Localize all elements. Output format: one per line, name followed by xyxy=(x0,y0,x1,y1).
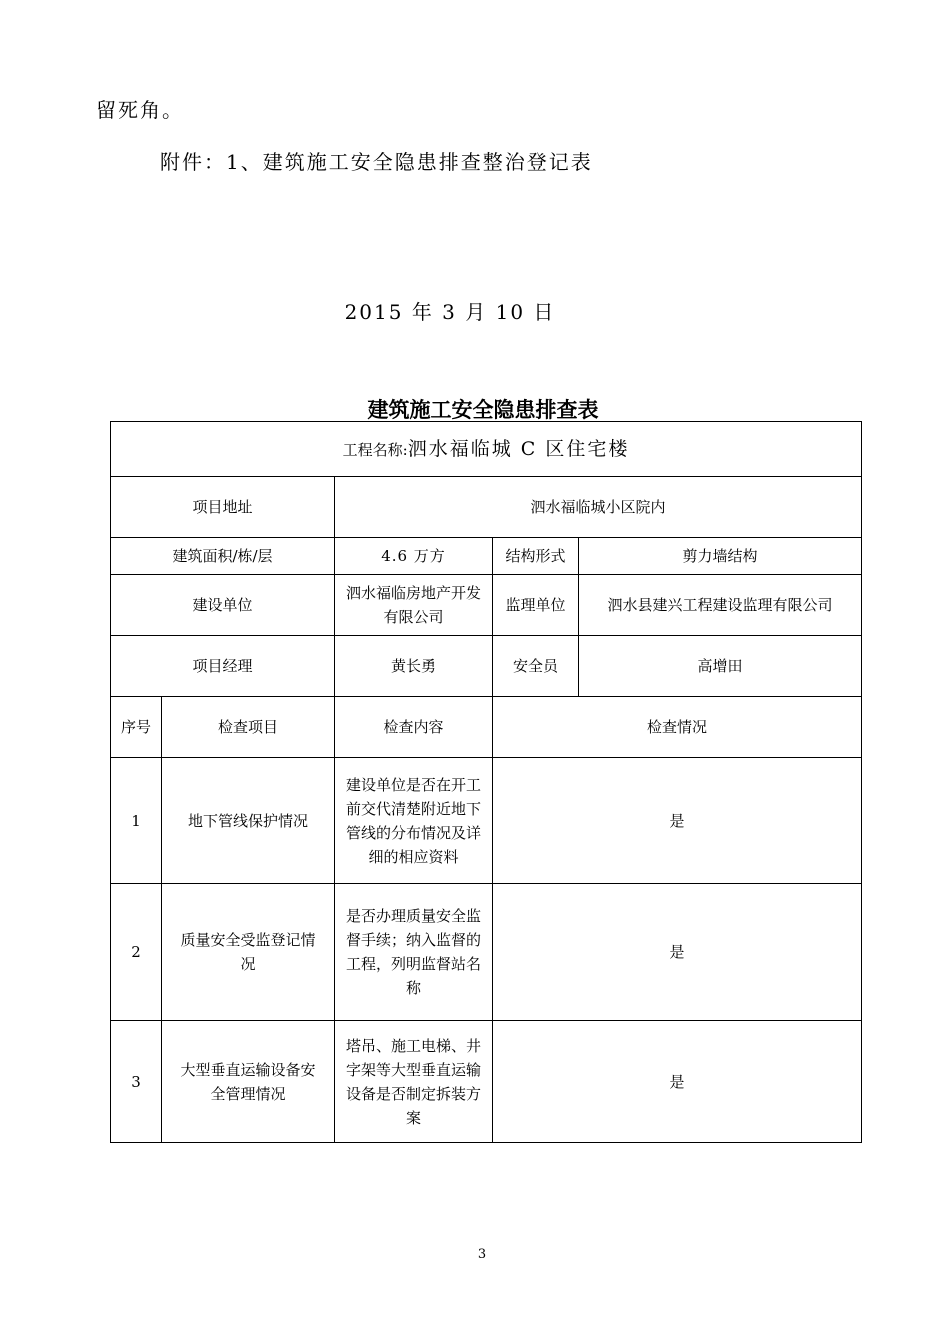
structure-label: 结构形式 xyxy=(493,538,579,575)
table-row xyxy=(111,1021,862,1143)
row-result: 是 xyxy=(493,758,862,884)
col-header-content: 检查内容 xyxy=(335,697,493,758)
inspection-table xyxy=(110,421,862,1143)
page-number: 3 xyxy=(477,1247,489,1262)
col-header-item: 检查项目 xyxy=(162,697,335,758)
row-item: 地下管线保护情况 xyxy=(162,758,335,884)
safety-officer-value: 高增田 xyxy=(579,636,862,697)
area-value: 4.6 万方 xyxy=(335,538,493,575)
supervisor-value: 泗水县建兴工程建设监理有限公司 xyxy=(579,575,862,636)
row-content: 是否办理质量安全监督手续；纳入监督的工程，列明监督站名称 xyxy=(345,907,481,997)
safety-officer-label: 安全员 xyxy=(493,636,579,697)
address-value: 泗水福临城小区院内 xyxy=(335,477,862,538)
project-label: 工程名称: xyxy=(342,440,408,459)
project-row xyxy=(111,422,862,477)
structure-value: 剪力墙结构 xyxy=(579,538,862,575)
row-no: 3 xyxy=(111,1021,162,1143)
row-item: 质量安全受监登记情况 xyxy=(180,931,316,973)
row-content-cell xyxy=(335,884,493,1021)
row-result: 是 xyxy=(493,1021,862,1143)
row-content: 建设单位是否在开工前交代清楚附近地下管线的分布情况及详细的相应资料 xyxy=(345,775,481,866)
supervisor-label: 监理单位 xyxy=(493,575,579,636)
table-row xyxy=(111,884,862,1021)
area-row xyxy=(111,538,862,575)
row-content-cell xyxy=(335,758,493,884)
area-label: 建筑面积/栋/层 xyxy=(111,538,335,575)
row-result: 是 xyxy=(493,884,862,1021)
row-item-cell xyxy=(162,884,335,1021)
builder-cell xyxy=(335,575,493,636)
row-content-cell xyxy=(335,1021,493,1143)
body-text-line: 留死角。 xyxy=(96,98,184,122)
project-name: 泗水福临城 C 区住宅楼 xyxy=(407,437,630,460)
col-header-result: 检查情况 xyxy=(493,697,862,758)
row-item: 大型垂直运输设备安全管理情况 xyxy=(180,1060,316,1103)
document-date: 2015 年 3 月 10 日 xyxy=(344,300,556,324)
row-content: 塔吊、施工电梯、井字架等大型垂直运输设备是否制定拆装方案 xyxy=(345,1036,481,1127)
manager-row xyxy=(111,636,862,697)
manager-label: 项目经理 xyxy=(111,636,335,697)
project-name-cell xyxy=(111,422,862,477)
col-header-no: 序号 xyxy=(111,697,162,758)
table-title: 建筑施工安全隐患排查表 xyxy=(367,398,599,422)
row-no: 1 xyxy=(111,758,162,884)
manager-value: 黄长勇 xyxy=(335,636,493,697)
row-no: 2 xyxy=(111,884,162,1021)
attachment-line: 附件：1、建筑施工安全隐患排查整治登记表 xyxy=(160,150,593,174)
address-label: 项目地址 xyxy=(111,477,335,538)
builder-value: 泗水福临房地产开发有限公司 xyxy=(345,584,481,626)
builder-row xyxy=(111,575,862,636)
address-row xyxy=(111,477,862,538)
builder-label: 建设单位 xyxy=(111,575,335,636)
column-header-row xyxy=(111,697,862,758)
table-row xyxy=(111,758,862,884)
row-item-cell xyxy=(162,1021,335,1143)
